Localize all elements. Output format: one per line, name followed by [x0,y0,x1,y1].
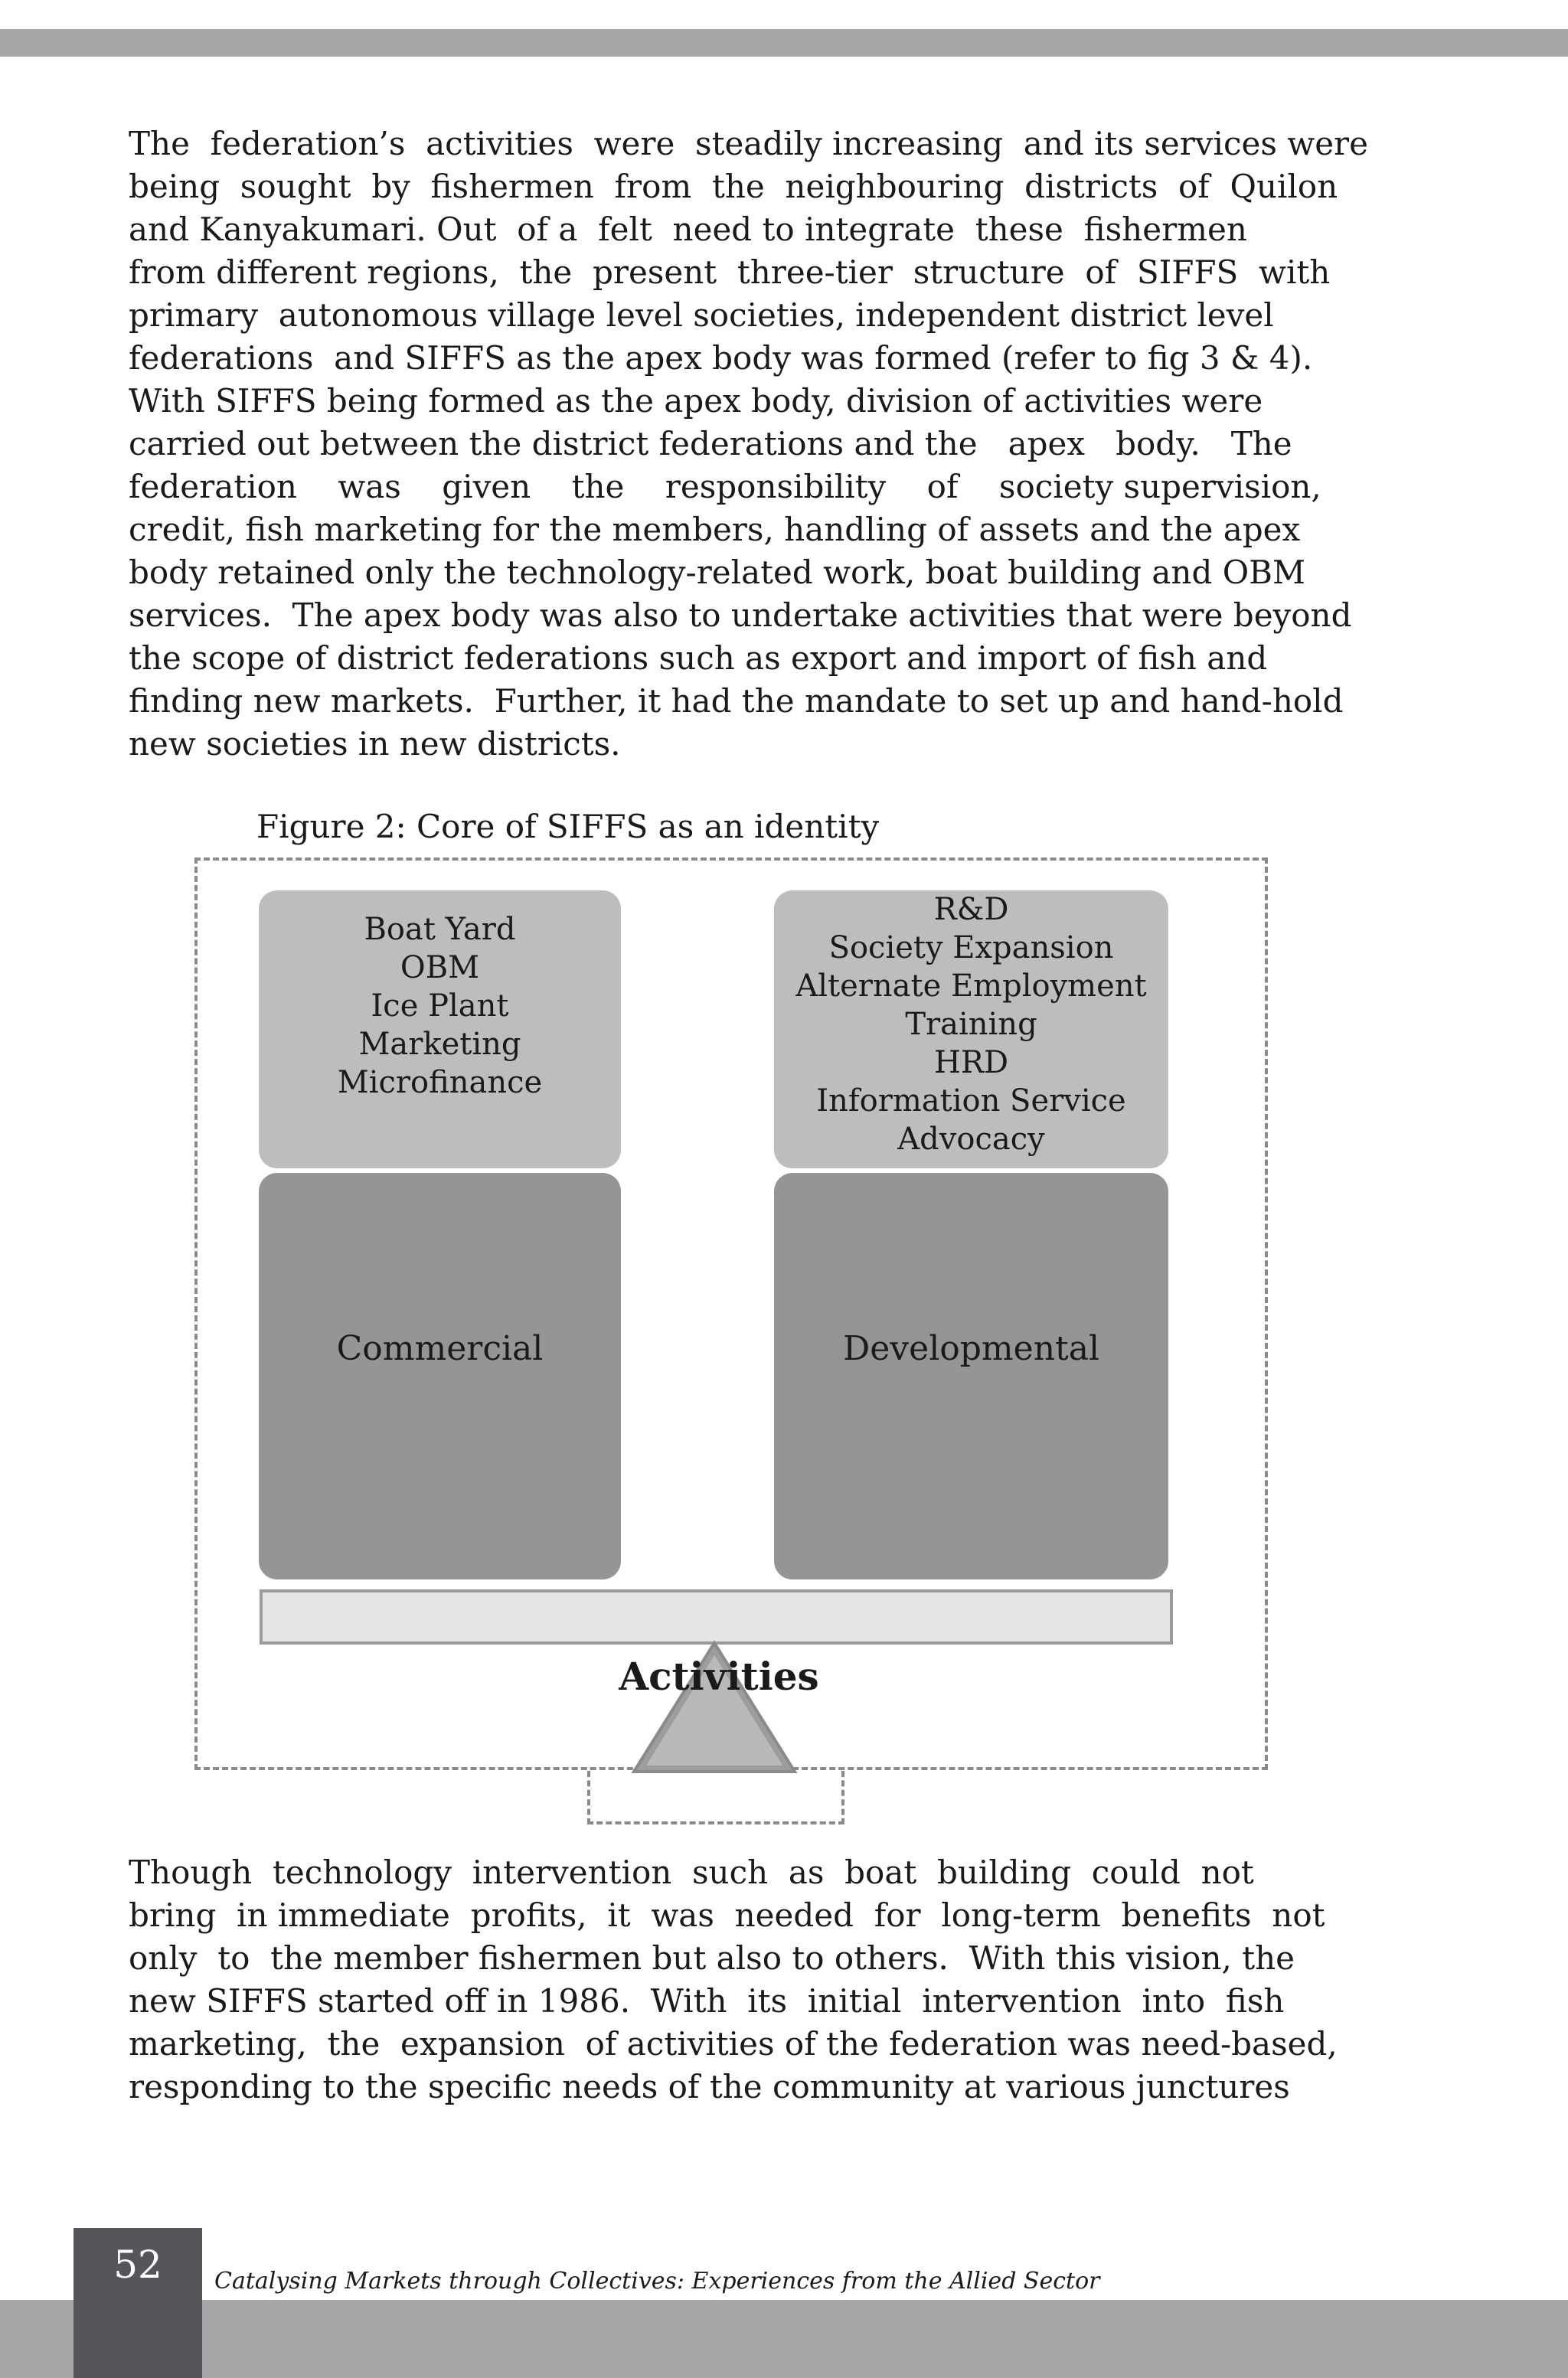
text-line: body retained only the technology-related work, boat building and OBM [129,554,1306,591]
activity-item: Marketing [358,1027,521,1062]
text-line: being sought by fishermen from the neighbouring districts of Quilon [129,168,1338,205]
activity-item: Advocacy [897,1122,1045,1157]
balance-beam [260,1589,1173,1645]
text-line: federations and SIFFS as the apex body was formed (refer to fig 3 & 4). [129,339,1313,377]
paragraph-2 [129,1851,1338,2109]
commercial-block [259,1173,621,1579]
text-line: new societies in new districts. [129,725,621,763]
text-line: from different regions, the present three-tier structure of SIFFS with [129,253,1331,291]
text-line: With SIFFS being formed as the apex body, division of activities were [129,382,1263,420]
activity-item: Training [905,1007,1037,1042]
footer-band [0,2300,1568,2378]
activity-item: Information Service [816,1083,1126,1119]
text-line: services. The apex body was also to undertake activities that were beyond [129,596,1352,634]
text-line: Though technology intervention such as boat building could not [129,1854,1254,1891]
running-title: Catalysing Markets through Collectives: Experiences from the Allied Sector [214,2268,1100,2295]
page-number: 52 [113,2242,162,2287]
commercial-activities-list [259,890,621,1168]
text-line: primary autonomous village level societies, independent district level [129,296,1274,334]
paragraph-1 [129,122,1368,766]
text-line: carried out between the district federations and the apex body. The [129,425,1292,462]
commercial-label: Commercial [336,1329,544,1368]
developmental-activities-list [774,890,1168,1168]
text-line: finding new markets. Further, it had the mandate to set up and hand-hold [129,682,1344,720]
developmental-block [774,1173,1168,1579]
text-line: The federation’s activities were steadily increasing and its services were [129,125,1368,162]
text-line: and Kanyakumari. Out of a felt need to integrate these fishermen [129,211,1247,248]
text-line: bring in immediate profits, it was needed for long-term benefits not [129,1896,1325,1934]
figure-caption: Figure 2: Core of SIFFS as an identity [256,808,880,845]
text-line: federation was given the responsibility of society supervision, [129,468,1321,505]
activity-item: HRD [933,1045,1009,1080]
header-band [0,29,1568,57]
activity-item: Ice Plant [371,988,509,1024]
text-line: new SIFFS started off in 1986. With its initial intervention into fish [129,1982,1285,2020]
activity-item: Society Expansion [828,930,1114,965]
activity-item: Boat Yard [364,912,516,947]
activity-item: Alternate Employment [795,969,1147,1004]
figure-base-dashed-frame [587,1771,844,1824]
activity-item: OBM [400,950,480,985]
developmental-label: Developmental [842,1329,1100,1368]
text-line: responding to the specific needs of the community at various junctures [129,2068,1290,2105]
activity-item: Microfinance [337,1065,543,1100]
activities-label: Activities [619,1654,819,1699]
text-line: marketing, the expansion of activities of the federation was need-based, [129,2025,1338,2063]
text-line: credit, fish marketing for the members, handling of assets and the apex [129,511,1301,548]
text-line: only to the member fishermen but also to others. With this vision, the [129,1939,1295,1977]
activity-item: R&D [933,892,1009,927]
text-line: the scope of district federations such as export and import of fish and [129,639,1268,677]
